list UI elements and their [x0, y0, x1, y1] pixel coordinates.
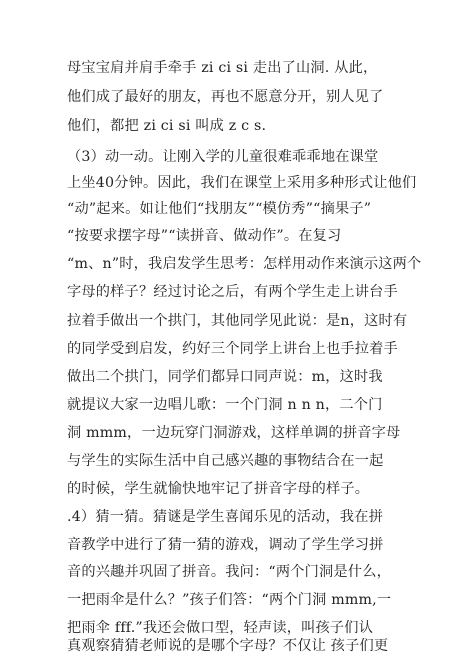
text-line: 他们，都把 zi ci si 叫成 z c s.	[67, 118, 267, 134]
text-line: “动”起来。如让他们“找朋友”“模仿秀”“摘果子”	[67, 201, 372, 217]
text-line: 母宝宝肩并肩手牵手 zi ci si 走出了山洞. 从此，	[67, 60, 378, 76]
text-line: 拉着手做出一个拱门，其他同学见此说：是n，这时有	[67, 313, 408, 329]
text-line: 的时候，学生就愉快地牢记了拼音字母的样子。	[67, 481, 370, 497]
text-line: 做出二个拱门，同学们都异口同声说：m，这时我	[67, 369, 383, 385]
text-line: 字母的样子？经过讨论之后，有两个学生走上讲台手	[67, 284, 398, 300]
text-line: 洞 mmm，一边玩穿门洞游戏，这样单调的拼音字母	[67, 425, 401, 441]
text-line: 就提议大家一边唱儿歌：一个门洞 n n n，二个门	[67, 397, 383, 413]
text-line: 上坐40分钟。因此，我们在课堂上采用多种形式让他们	[67, 175, 417, 191]
text-line: 与学生的实际生活中自己感兴趣的事物结合在一起	[67, 453, 384, 469]
text-line: 把雨伞 fff.”我还会做口型，轻声读，叫孩子们认	[67, 620, 374, 636]
text-line: 一把雨伞是什么？”孩子们答：“两个门洞 mmm,一	[67, 592, 392, 608]
text-line: 他们成了最好的朋友，再也不愿意分开，别人见了	[67, 89, 384, 105]
text-line: （3）动一动。让刚入学的儿童很难乖乖地在课堂	[67, 149, 379, 165]
text-line: 音的兴趣并巩固了拼音。我问：“两个门洞是什么，	[67, 564, 391, 580]
text-line: 的同学受到启发，约好三个同学上讲台上也手拉着手	[67, 341, 398, 357]
text-line: “按要求摆字母”“读拼音、做动作”。在复习	[67, 228, 342, 244]
text-line: 音教学中进行了猜一猜的游戏，调动了学生学习拼	[67, 537, 384, 553]
text-line: 真观察猜猜老师说的是哪个字母？不仅让 孩子们更	[67, 638, 389, 654]
text-line: “m、n”时，我启发学生思考：怎样用动作来演示这两个	[67, 256, 422, 272]
text-line: .4）猜一猜。猜谜是学生喜闻乐见的活动，我在拼	[67, 509, 384, 525]
